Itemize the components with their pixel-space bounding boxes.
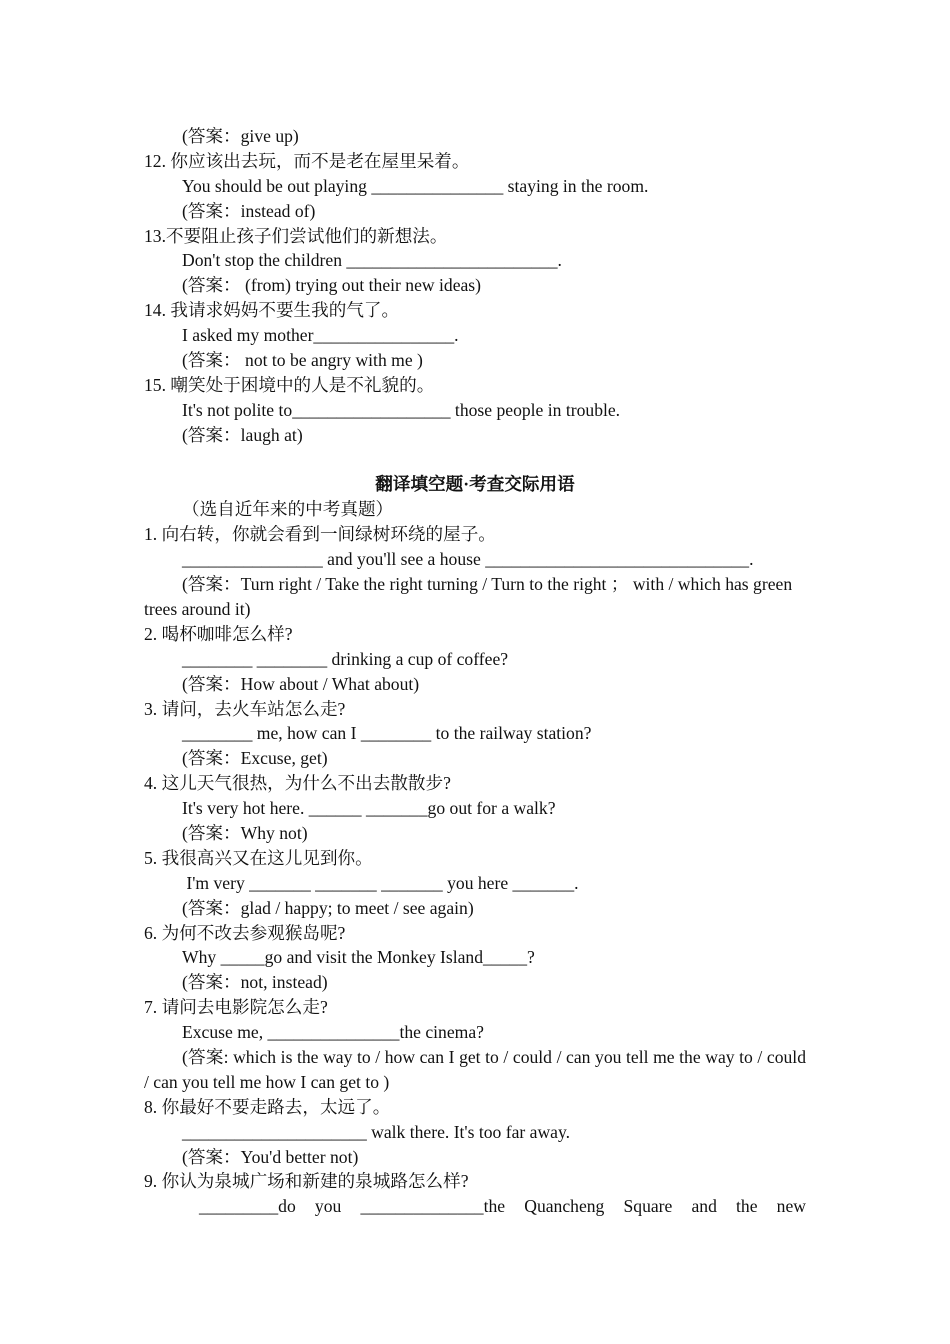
english-line: ________________ and you'll see a house ______________________________. — [182, 549, 754, 570]
answer-line: (答案：You'd better not) — [182, 1146, 359, 1167]
answer-line: (答案: which is the way to / how can I get to / could / can you tell me the way to / could / can you tell me how I can get to ) — [144, 1046, 806, 1092]
answer-line: (答案：give up) — [182, 126, 299, 146]
english-line: You should be out playing _______________ staying in the room. — [182, 175, 649, 196]
answer-line: (答案：How about / What about) — [182, 673, 420, 694]
section-title: 翻译填空题·考查交际用语 — [375, 474, 575, 495]
question-line: 5. 我很高兴又在这儿见到你。 — [144, 847, 373, 868]
question-line: 6. 为何不改去参观猴岛呢? — [144, 922, 346, 943]
english-line: It's very hot here. ______ _______go out for a walk? — [182, 798, 556, 819]
answer-line: (答案： (from) trying out their new ideas) — [182, 275, 482, 296]
english-line: I asked my mother________________. — [182, 325, 459, 346]
question-line: 15. 嘲笑处于困境中的人是不礼貌的。 — [144, 374, 435, 395]
english-line: _____________________ walk there. It's too far away. — [182, 1121, 571, 1142]
question-line: 7. 请问去电影院怎么走? — [144, 997, 328, 1018]
question-line: 2. 喝杯咖啡怎么样? — [144, 623, 293, 644]
english-line: Excuse me, _______________the cinema? — [182, 1022, 484, 1043]
question-line: 13.不要阻止孩子们尝试他们的新想法。 — [144, 225, 448, 246]
english-line: Why _____go and visit the Monkey Island_____? — [182, 947, 535, 968]
question-line: 14. 我请求妈妈不要生我的气了。 — [144, 300, 400, 321]
question-line: 4. 这儿天气很热，为什么不出去散散步? — [144, 773, 451, 794]
document-content — [144, 124, 806, 1219]
question-line: 8. 你最好不要走路去，太远了。 — [144, 1096, 391, 1117]
answer-line: (答案：glad / happy; to meet / see again) — [182, 897, 474, 918]
section-note: （选自近年来的中考真题） — [182, 499, 394, 520]
question-line: 12. 你应该出去玩，而不是老在屋里呆着。 — [144, 150, 470, 171]
answer-line: (答案：laugh at) — [182, 424, 303, 445]
question-line: 1. 向右转，你就会看到一间绿树环绕的屋子。 — [144, 524, 496, 545]
answer-line: (答案：not, instead) — [182, 972, 328, 993]
english-line: Don't stop the children ________________________. — [182, 250, 562, 271]
english-line: It's not polite to__________________ those people in trouble. — [182, 399, 621, 420]
answer-line: (答案：Why not) — [182, 822, 308, 843]
spacer — [144, 448, 806, 473]
answer-line: (答案：Excuse, get) — [182, 748, 328, 769]
answer-line: (答案：instead of) — [182, 200, 316, 221]
english-line: _________do you ______________the Quancheng Square and the new — [199, 1196, 806, 1217]
question-line: 9. 你认为泉城广场和新建的泉城路怎么样? — [144, 1171, 469, 1192]
english-line: ________ ________ drinking a cup of coffee? — [182, 648, 509, 669]
english-line: I'm very _______ _______ _______ you here _______. — [182, 872, 579, 893]
question-line: 3. 请问，去火车站怎么走? — [144, 698, 346, 719]
answer-line: (答案：Turn right / Take the right turning / Turn to the right ； with / which has green trees around it) — [144, 574, 793, 619]
answer-line: (答案： not to be angry with me ) — [182, 350, 423, 371]
english-line: ________ me, how can I ________ to the railway station? — [182, 723, 592, 744]
